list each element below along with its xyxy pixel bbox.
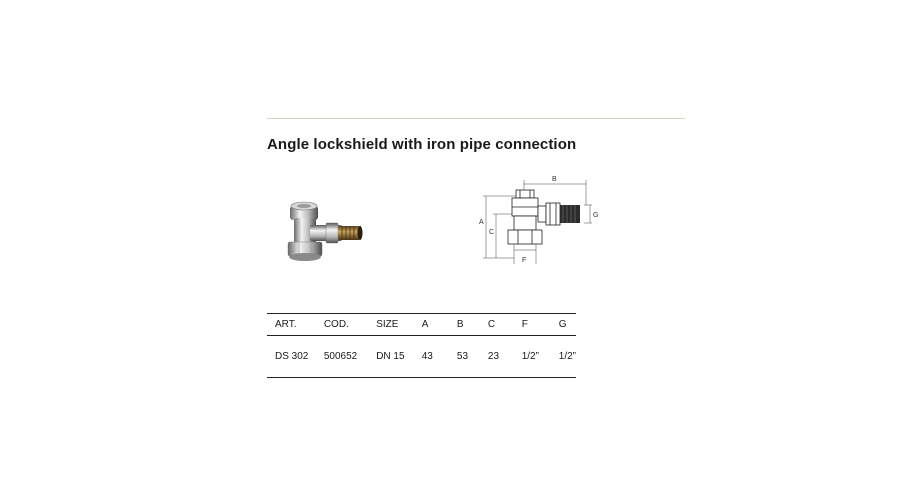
specs-table bbox=[267, 313, 576, 378]
technical-drawing bbox=[470, 172, 610, 270]
cell-f: 1/2” bbox=[514, 336, 551, 378]
dim-label-g: G bbox=[593, 212, 599, 219]
cell-g: 1/2” bbox=[551, 336, 576, 378]
cell-b: 53 bbox=[449, 336, 480, 378]
col-header-size: SIZE bbox=[368, 314, 414, 336]
cell-c: 23 bbox=[480, 336, 514, 378]
specs-header-row bbox=[267, 314, 576, 336]
dim-label-b: B bbox=[552, 176, 557, 183]
valve-photo bbox=[272, 200, 372, 266]
dim-label-c: C bbox=[489, 229, 495, 236]
cell-art: DS 302 bbox=[267, 336, 316, 378]
cell-a: 43 bbox=[414, 336, 449, 378]
product-title: Angle lockshield with iron pipe connection bbox=[267, 136, 577, 153]
table-row bbox=[267, 336, 576, 378]
dim-label-a: A bbox=[479, 219, 484, 226]
cell-size: DN 15 bbox=[368, 336, 414, 378]
col-header-a: A bbox=[414, 314, 449, 336]
top-divider bbox=[267, 118, 685, 119]
col-header-f: F bbox=[514, 314, 551, 336]
dim-label-f: F bbox=[522, 257, 527, 264]
col-header-b: B bbox=[449, 314, 480, 336]
cell-cod: 500652 bbox=[316, 336, 368, 378]
col-header-art: ART. bbox=[267, 314, 316, 336]
col-header-c: C bbox=[480, 314, 514, 336]
col-header-g: G bbox=[551, 314, 576, 336]
col-header-cod: COD. bbox=[316, 314, 368, 336]
